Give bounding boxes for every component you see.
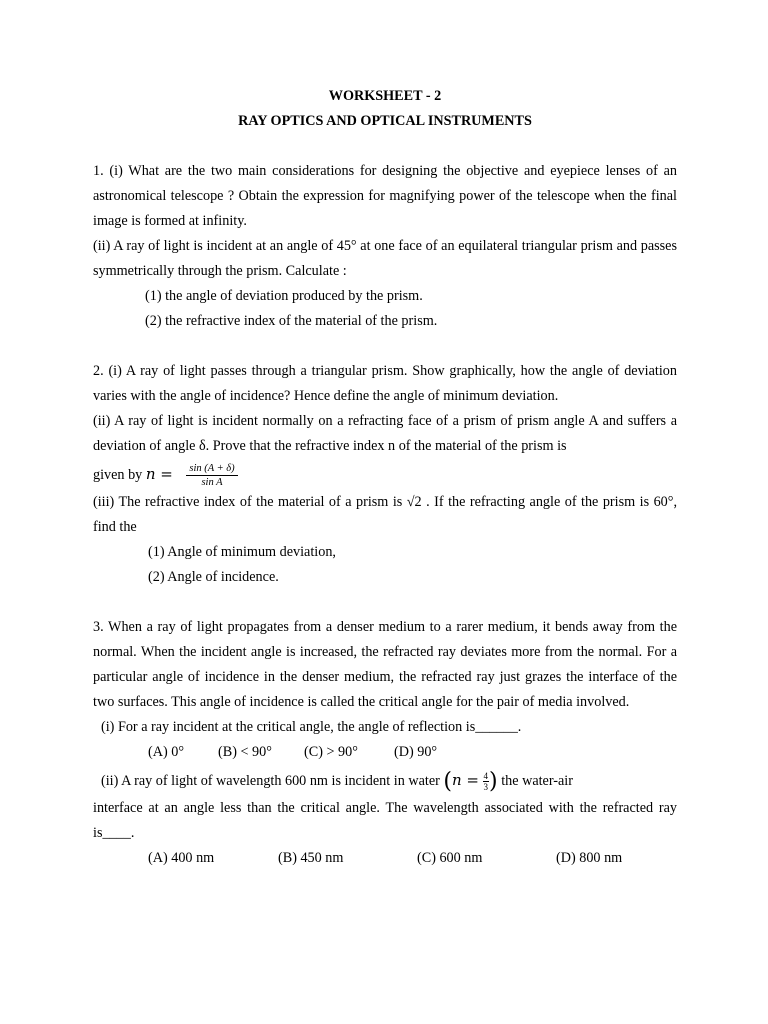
q2-sub2: (2) Angle of incidence.	[148, 569, 279, 585]
q3-i-option-c: (C) > 90°	[304, 744, 358, 760]
q1-sub2: (2) the refractive index of the material of the prism.	[145, 313, 438, 329]
q1-part2: (ii) A ray of light is incident at an angle of 45° at one face of an equilateral triangular prism and passes symmetrically through the prism. Calculate :	[93, 238, 677, 279]
q2-formula-lhs: n =	[145, 465, 173, 483]
q3-ii-n: n =	[452, 771, 479, 789]
q3-i-option-a: (A) 0°	[148, 744, 185, 760]
q2-given-by: given by	[93, 467, 143, 483]
q3-i-question: (i) For a ray incident at the critical angle, the angle of reflection is______.	[101, 719, 522, 735]
q3-ii-question-c: interface at an angle less than the critical angle. The wavelength associated with the refracted ray is____.	[93, 800, 677, 841]
q2-sub1: (1) Angle of minimum deviation,	[148, 544, 336, 560]
worksheet-title: WORKSHEET - 2	[328, 88, 442, 104]
q3-ii-frac-num: 4	[483, 771, 489, 782]
q3-intro: 3. When a ray of light propagates from a denser medium to a rarer medium, it bends away from the normal. When the incident angle is increased, the refracted ray deviates more from the normal. For a particular angle of incidence in the denser medium, the refracted ray just grazes the interface of the two surfaces. This angle of incidence is called the critical angle for the pair of media involved.	[93, 619, 677, 710]
worksheet-page	[93, 84, 677, 871]
q3-i-option-d: (D) 90°	[394, 744, 438, 760]
q2-formula-fraction	[186, 462, 237, 489]
q2-formula-numerator: sin (A + δ)	[186, 462, 237, 476]
q1-part1: 1. (i) What are the two main considerations for designing the objective and eyepiece lenses of an astronomical telescope ? Obtain the expression for magnifying power of the telescope when the final image is formed at infinity.	[93, 163, 677, 229]
q3-ii-question-a: (ii) A ray of light of wavelength 600 nm is incident in water	[101, 773, 440, 789]
q3-i-option-b: (B) < 90°	[218, 744, 272, 760]
q3-i-options	[93, 740, 677, 765]
q2-part1: 2. (i) A ray of light passes through a triangular prism. Show graphically, how the angle of deviation varies with the angle of incidence? Hence define the angle of minimum deviation.	[93, 363, 677, 404]
q2-formula-line	[93, 459, 677, 490]
q3-ii-option-d: (D) 800 nm	[556, 850, 623, 866]
worksheet-subtitle: RAY OPTICS AND OPTICAL INSTRUMENTS	[238, 113, 532, 129]
q2-part2: (ii) A ray of light is incident normally on a refracting face of a prism of prism angle A and suffers a deviation of angle δ. Prove that the refractive index n of the material of the prism is	[93, 413, 677, 454]
q3-ii-question-line: (ii) A ray of light of wavelength 600 nm is incident in water (n = $\frac{4}{3}$) the water-air	[101, 769, 573, 795]
q3-ii-frac-den: 3	[483, 782, 489, 793]
q3-ii-question-b: the water-air	[501, 773, 573, 789]
q3-ii-options	[93, 846, 677, 871]
q2-part3: (iii) The refractive index of the material of a prism is √2 . If the refracting angle of the prism is 60°, find the	[93, 494, 677, 535]
q3-ii-option-b: (B) 450 nm	[278, 850, 344, 866]
q3-ii-option-a: (A) 400 nm	[148, 850, 215, 866]
q2-formula-denominator: sin A	[201, 477, 223, 489]
q1-sub1: (1) the angle of deviation produced by the prism.	[145, 288, 423, 304]
q3-ii-option-c: (C) 600 nm	[417, 850, 483, 866]
